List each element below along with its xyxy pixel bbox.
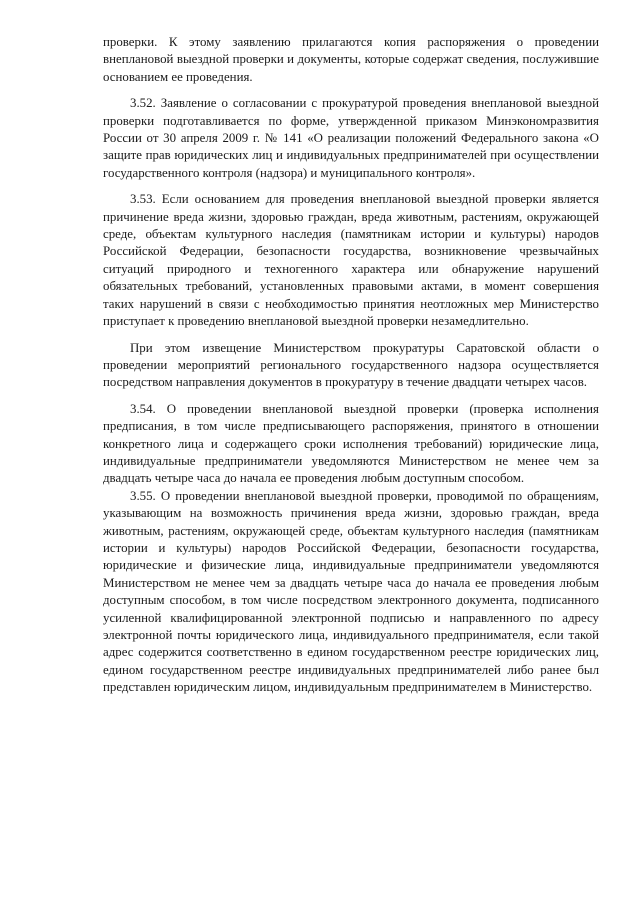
paragraph-3-54: 3.54. О проведении внеплановой выездной проверки (проверка исполнения предписания, в том числе предписывающего распоряжения, принятого в отношении конкретного лица и содержащего сроки исполнения требований) юридические лица, индивидуальные предприниматели уведомляются Министерством не менее чем за двадцать четыре часа до начала ее проведения любым доступным способом. xyxy=(103,401,599,486)
document-body xyxy=(103,34,599,697)
paragraph-3-52: 3.52. Заявление о согласовании с прокуратурой проведения внеплановой выездной проверки подготавливается по форме, утвержденной приказом Минэкономразвития России от 30 апреля 2009 г. № 141 «О реализации положений Федерального закона «О защите прав юридических лиц и индивидуальных предпринимателей при осуществлении государственного контроля (надзора) и муниципального контроля». xyxy=(103,96,599,180)
paragraph-3-53: 3.53. Если основанием для проведения внеплановой выездной проверки является причинение вреда жизни, здоровью граждан, вреда животным, растениям, окружающей среде, объектам культурного наследия (памятникам истории и культуры) народов Российской Федерации, безопасности государства, возникновение чрезвычайных ситуаций природного и техногенного характера или обнаружение нарушений обязательных требований, установленных правовыми актами, в момент совершения таких нарушений в связи с необходимостью принятия неотложных мер Министерство приступает к проведению внеплановой выездной проверки незамедлительно. xyxy=(103,192,599,329)
paragraph-3-55: 3.55. О проведении внеплановой выездной проверки, проводимой по обращениям, указывающим на возможность причинения вреда жизни, здоровью граждан, вреда животным, растениям, окружающей среде, объектам культурного наследия (памятникам истории и культуры) народов Российской Федерации, безопасности государства, юридические и физические лица, индивидуальные предприниматели уведомляются Министерством не менее чем за двадцать четыре часа до начала ее проведения любым доступным способом, в том числе посредством электронного документа, подписанного усиленной квалифицированной электронной подписью и направленного по адресу электронной почты юридического лица, индивидуального предпринимателя, если такой адрес содержится соответственно в едином государственном реестре юридических лиц, едином государственном реестре индивидуальных предпринимателей либо ранее был представлен юридическим лицом, индивидуальным предпринимателем в Министерство. xyxy=(103,488,599,695)
paragraph-prosecutor-notice: При этом извещение Министерством прокуратуры Саратовской области о проведении мероприятий регионального государственного надзора осуществляется посредством направления документов в прокуратуру в течение двадцати четырех часов. xyxy=(103,340,599,390)
paragraph-continuation: проверки. К этому заявлению прилагаются копия распоряжения о проведении внеплановой выездной проверки и документы, которые содержат сведения, послужившие основанием ее проведения. xyxy=(103,35,599,84)
